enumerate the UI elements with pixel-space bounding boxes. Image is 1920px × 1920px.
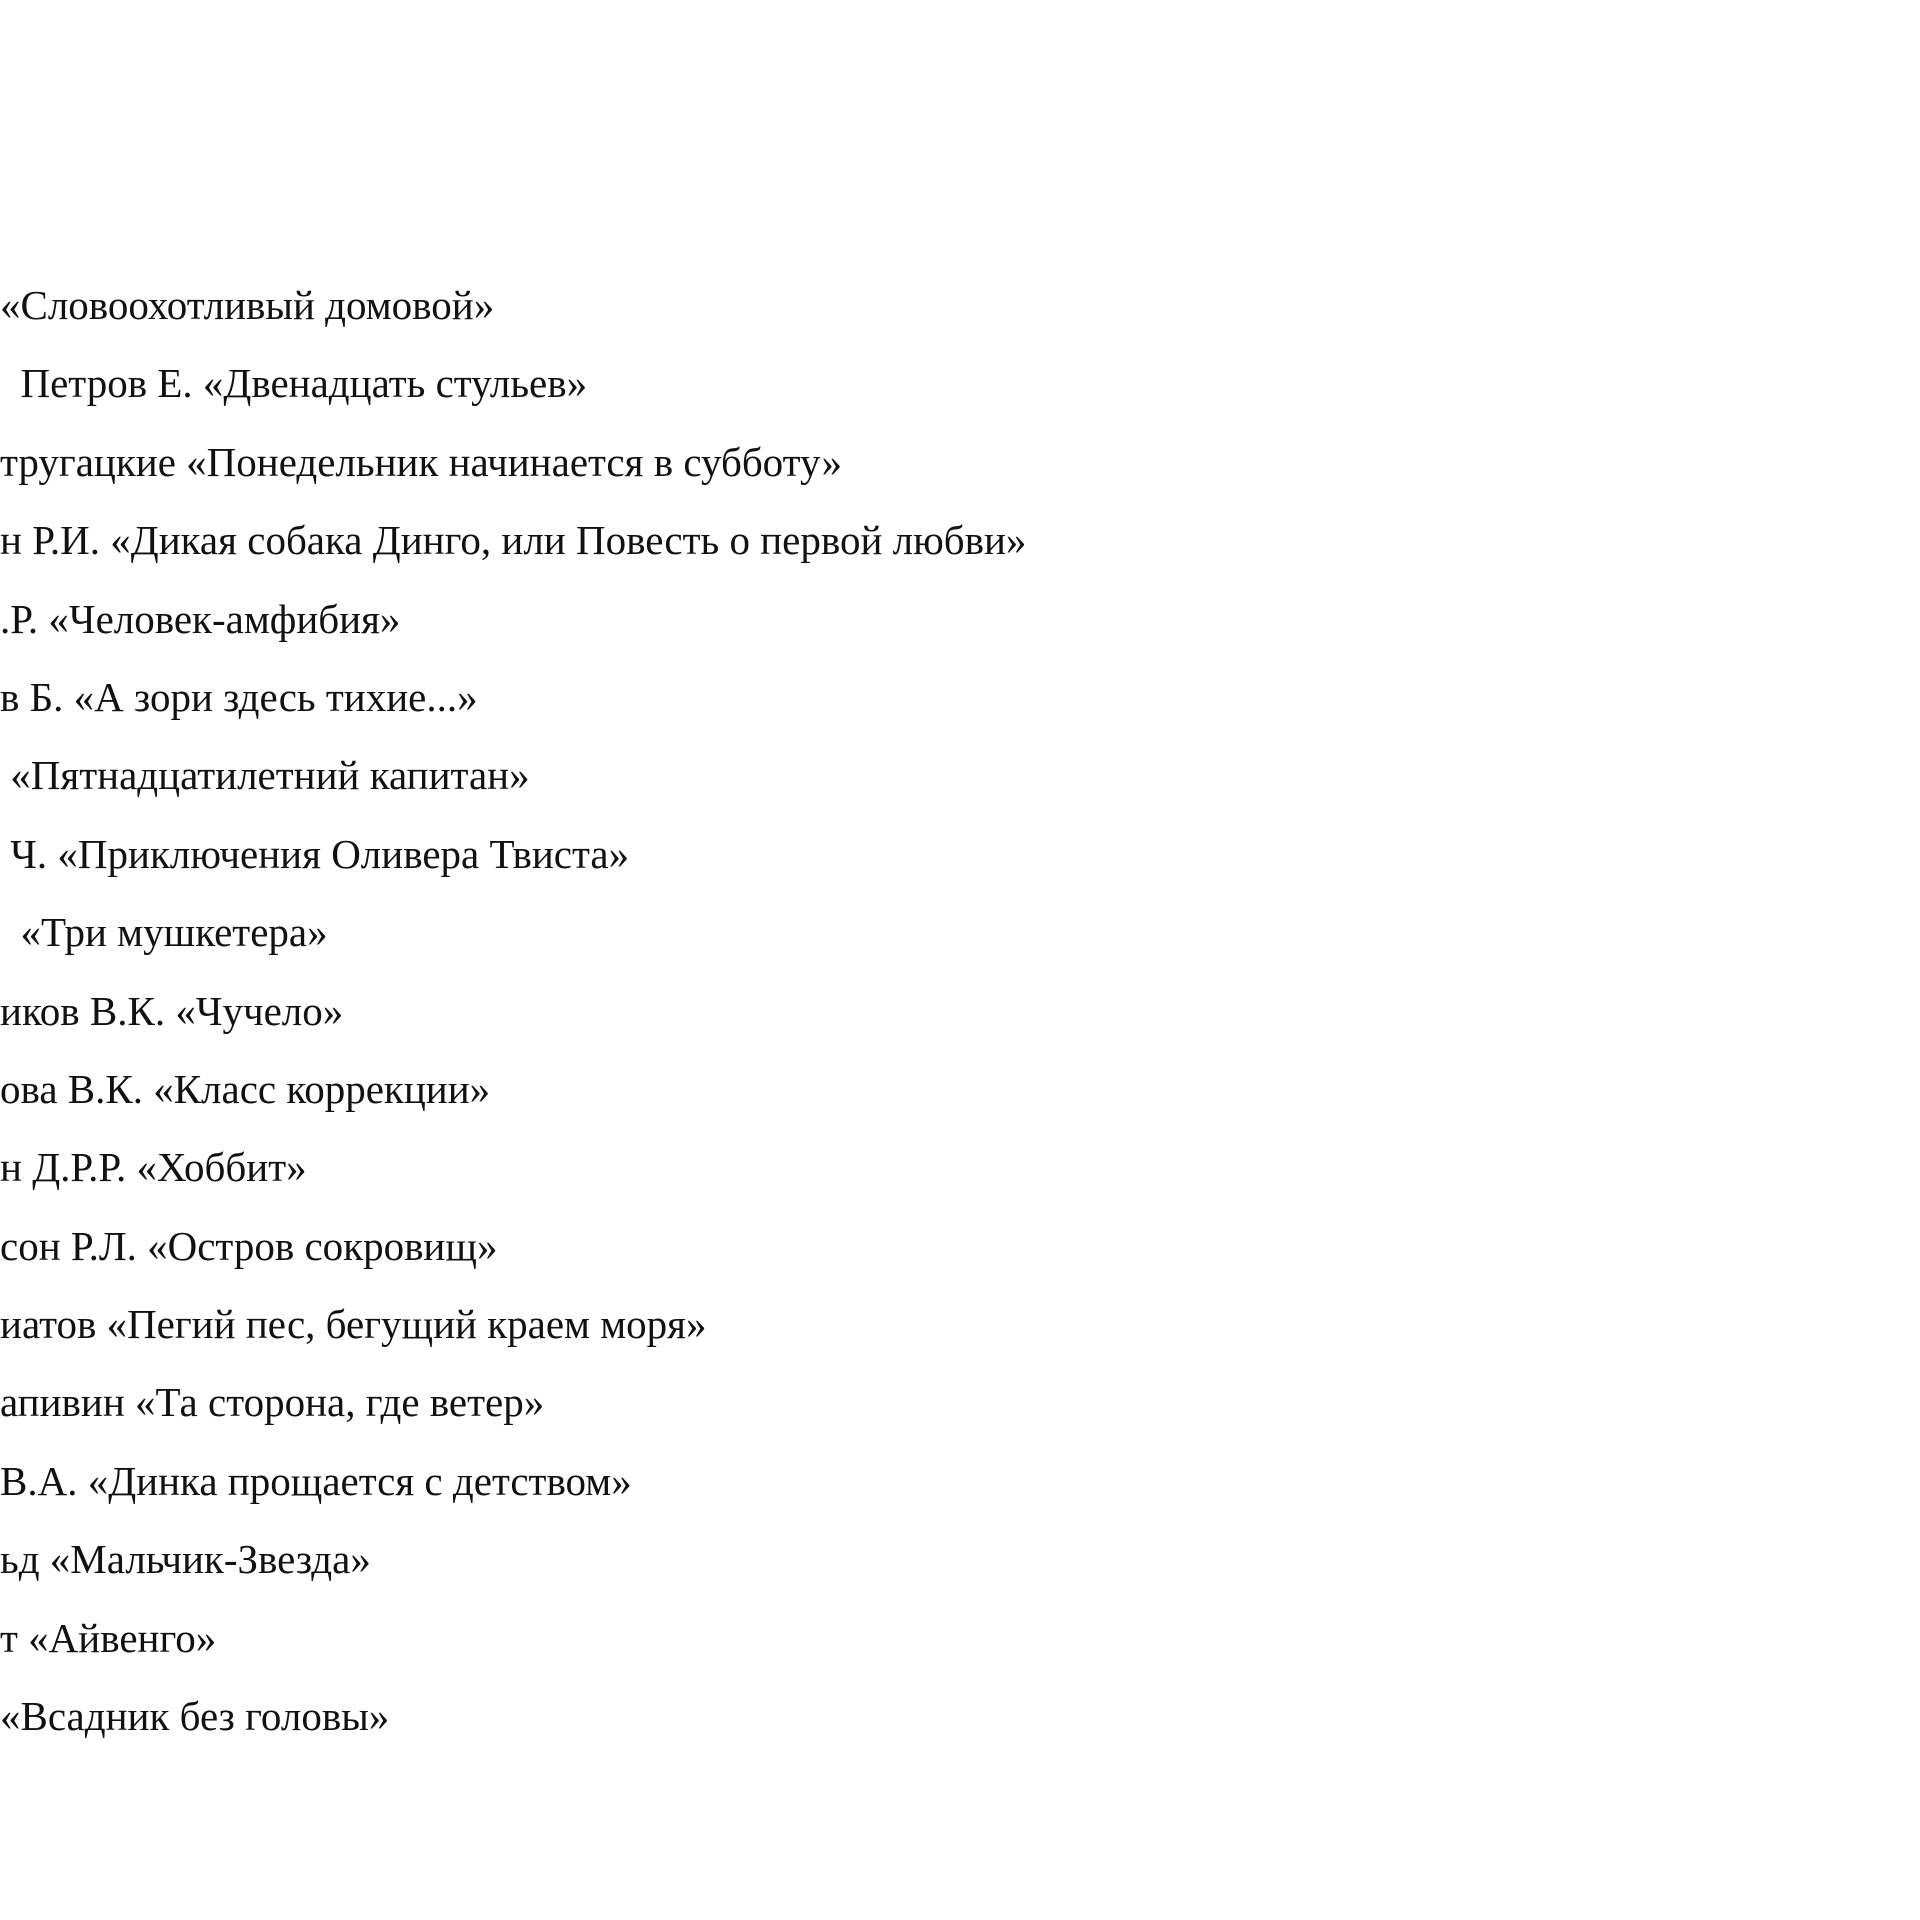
list-item: тругацкие «Понедельник начинается в субботу» [0, 438, 843, 485]
list-item: Петров Е. «Двенадцать стульев» [0, 360, 588, 407]
list-item: «Словоохотливый домовой» [0, 282, 495, 328]
list-item: «Всадник без головы» [0, 1693, 390, 1740]
list-item: Ч. «Приключения Оливера Твиста» [0, 830, 630, 877]
list-item: .Р. «Человек-амфибия» [0, 595, 401, 642]
list-item: н Д.Р.Р. «Хоббит» [0, 1144, 307, 1191]
list-item: сон Р.Л. «Остров сокровищ» [0, 1222, 498, 1269]
list-item: н Р.И. «Дикая собака Динго, или Повесть о первой любви» [0, 517, 1027, 564]
list-item: т «Айвенго» [0, 1614, 217, 1661]
list-item: иков В.К. «Чучело» [0, 987, 344, 1034]
list-item: «Пятнадцатилетний капитан» [0, 752, 530, 799]
book-list [0, 266, 1026, 1755]
list-item: ьд «Мальчик-Звезда» [0, 1536, 371, 1583]
list-item: иатов «Пегий пес, бегущий краем моря» [0, 1301, 707, 1348]
list-item: ова В.К. «Класс коррекции» [0, 1065, 491, 1112]
list-item: апивин «Та сторона, где ветер» [0, 1379, 545, 1426]
list-item: в Б. «А зори здесь тихие...» [0, 673, 478, 720]
list-item: В.А. «Динка прощается с детством» [0, 1457, 632, 1504]
list-item: «Три мушкетера» [0, 909, 328, 956]
